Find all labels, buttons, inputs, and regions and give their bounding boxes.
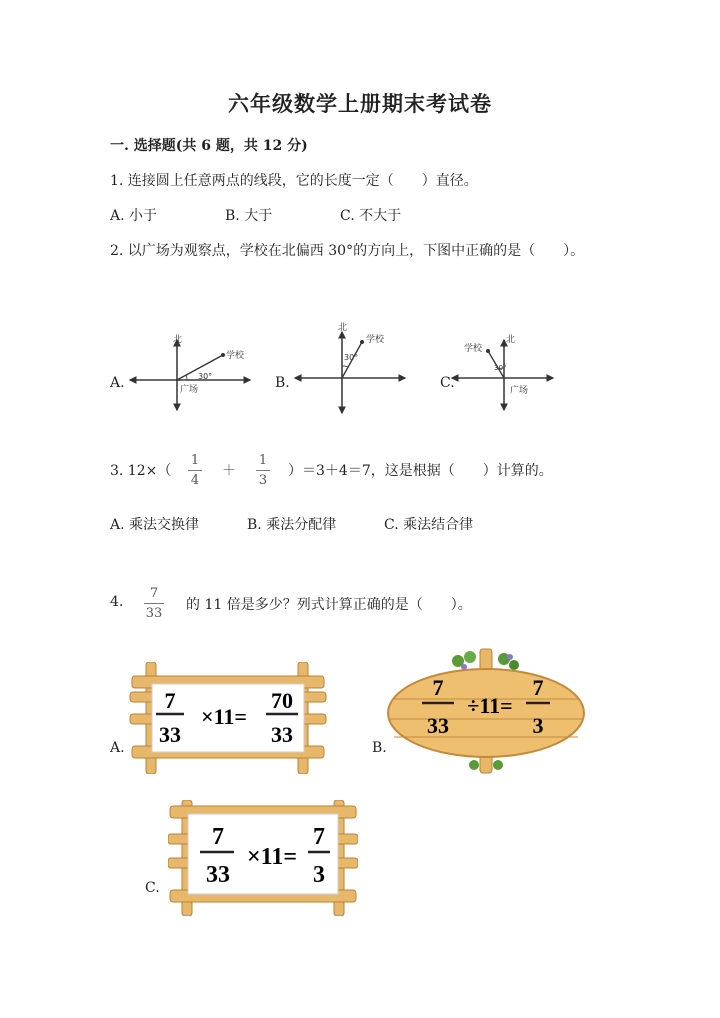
sign-a-frac1-num: 7 [164,688,176,713]
sign-c-operator: ×11= [246,844,298,870]
q2-option-a[interactable]: A. [110,375,125,391]
sign-b-image [386,647,586,775]
school-label: 学校 [366,335,385,345]
sign-c-image [168,800,358,916]
q3-fraction-2 [256,453,270,488]
question-2: 2. 以广场为观察点，学校在北偏西 30°的方向上，下图中正确的是（ ）。 [110,243,585,259]
sign-c-frac1-den: 33 [206,862,230,888]
fraction-denominator: 4 [190,473,200,488]
sign-b-frac2-den: 3 [532,713,544,738]
q2-option-c[interactable]: C. [440,375,455,391]
q1-option-a[interactable]: A. 小于 [110,208,158,224]
q3-fraction-1 [188,453,202,488]
fraction-numerator: 1 [190,453,200,468]
q4-option-b[interactable]: B. [372,740,387,756]
sign-a-frac2-num: 70 [271,688,293,713]
angle-label: 30° [344,353,359,362]
q4-fraction [144,586,164,621]
page-title: 六年级数学上册期末考试卷 [228,91,492,116]
q3-option-c[interactable]: C. 乘法结合律 [384,517,474,533]
angle-label: 30° [198,372,213,381]
fraction-numerator: 7 [149,586,159,601]
section-heading: 一. 选择题(共 6 题，共 12 分) [110,138,308,154]
q1-option-c[interactable]: C. 不大于 [340,208,402,224]
school-label: 学校 [226,351,245,361]
sign-b-frac2-num: 7 [532,675,544,700]
sign-c-frac1-num: 7 [212,824,224,850]
sign-a-image [128,662,328,774]
square-label: 广场 [180,385,199,395]
square-label: 广场 [510,386,529,396]
q2-diagram-c [450,325,560,415]
q2-diagram-a [125,325,255,415]
question-3-suffix: ）＝3＋4＝7，这是根据（ ）计算的。 [288,463,553,479]
sign-a-operator: ×11= [201,704,247,729]
sign-a-frac1-den: 33 [159,722,181,747]
sign-c-frac2-den: 3 [313,862,325,888]
sign-c-frac2-num: 7 [313,824,325,850]
fraction-denominator: 33 [145,606,163,621]
question-3-prefix: 3. 12×（ [110,463,172,479]
angle-label: 30° [494,364,507,372]
question-4-suffix: 的 11 倍是多少？列式计算正确的是（ ）。 [186,597,472,613]
fraction-numerator: 1 [258,453,268,468]
sign-a-frac2-den: 33 [271,722,293,747]
north-label: 北 [173,335,183,345]
sign-b-frac1-den: 33 [427,713,449,738]
north-label: 北 [506,335,516,345]
fraction-denominator: 3 [258,473,268,488]
q3-option-a[interactable]: A. 乘法交换律 [110,517,200,533]
north-label: 北 [338,323,348,333]
q3-option-b[interactable]: B. 乘法分配律 [247,517,337,533]
sign-b-operator: ÷11= [467,693,513,718]
question-4-prefix: 4. [110,594,124,610]
q1-option-b[interactable]: B. 大于 [225,208,273,224]
school-label: 学校 [464,344,483,354]
sign-b-frac1-num: 7 [432,675,444,700]
q2-diagram-b [290,318,410,416]
q4-option-a[interactable]: A. [110,740,125,756]
question-1: 1. 连接圆上任意两点的线段，它的长度一定（ ）直径。 [110,173,478,189]
q4-option-c[interactable]: C. [145,880,160,896]
q2-option-b[interactable]: B. [275,375,290,391]
plus-sign: ＋ [222,463,236,479]
